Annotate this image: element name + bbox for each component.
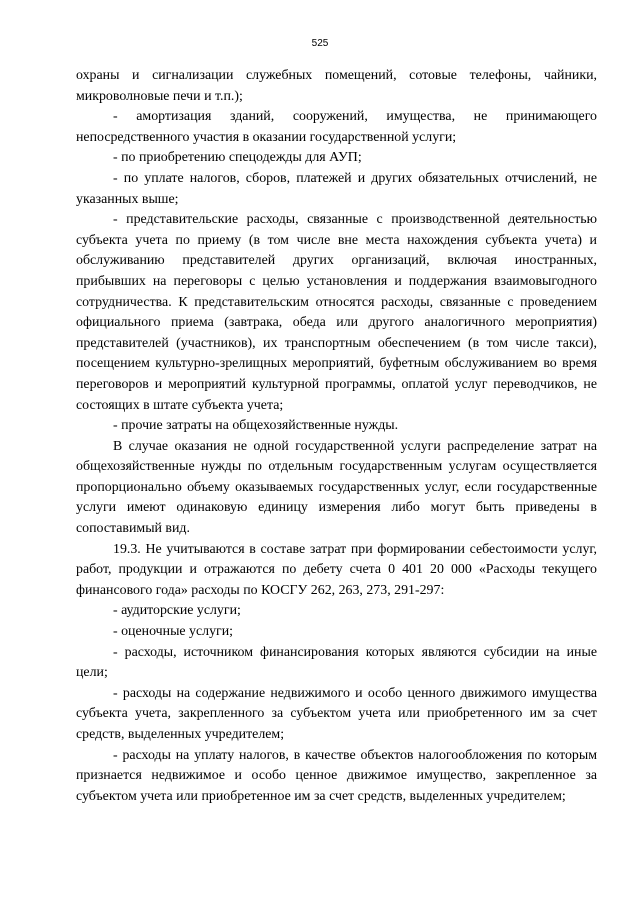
page-number: 525 <box>311 38 329 49</box>
list-item-audit-services: - аудиторские услуги; <box>113 603 241 619</box>
list-item-other-expenses: - прочие затраты на общехозяйственные нужды. <box>113 418 399 434</box>
list-item-workwear: - по приобретению спецодежды для АУП; <box>113 150 362 166</box>
paragraph-cost-allocation: В случае оказания не одной государственной услуги распределение затрат на общехозяйственные нужды по отдельным государственным услугам осуществляется пропорционально объему оказываемых государственных услуг, если государственные услуги имеют одинаковую единицу измерения либо могут быть приведены в сопоставимый вид. <box>76 438 597 537</box>
list-item-property-taxes: - расходы на уплату налогов, в качестве объектов налогообложения по которым признается недвижимое и особо ценное движимое имущество, закрепленное за субъектом учета или приобретенное им за счет средств, выделенных учредителем; <box>76 747 597 804</box>
document-body <box>76 66 597 807</box>
list-item-representation-expenses: - представительские расходы, связанные с производственной деятельностью субъекта учета по приему (в том числе вне места нахождения субъекта учета) и обслуживанию представителей других организаций, включая иностранных, прибывших на переговоры с целью установления и поддержания взаимовыгодного сотрудничества. К представительским относятся расходы, связанные с проведением официального приема (завтрака, обеда или другого аналогичного мероприятия) представителей (участников), их транспортным обеспечением (в том числе такси), посещением культурно-зрелищных мероприятий, буфетным обслуживанием во время переговоров и мероприятий культурной программы, оплатой услуг переводчиков, не состоящих в штате субъекта учета; <box>76 212 597 413</box>
paragraph-section-19-3: 19.3. Не учитываются в составе затрат при формировании себестоимости услуг, работ, продукции и отражаются по дебету счета 0 401 20 000 «Расходы текущего финансового года» расходы по КОСГУ 262, 263, 273, 291-297: <box>76 541 597 598</box>
list-item-property-maintenance: - расходы на содержание недвижимого и особо ценного движимого имущества субъекта учета, закрепленного за субъектом учета или приобретенного им за счет средств, выделенных учредителем; <box>76 685 597 742</box>
list-item-depreciation: - амортизация зданий, сооружений, имущества, не принимающего непосредственного участия в оказании государственной услуги; <box>76 109 597 145</box>
list-item-taxes-fees: - по уплате налогов, сборов, платежей и других обязательных отчислений, не указанных выше; <box>76 170 597 207</box>
list-item-subsidy-expenses: - расходы, источником финансирования которых являются субсидии на иные цели; <box>76 644 597 681</box>
list-item-valuation-services: - оценочные услуги; <box>113 624 234 640</box>
paragraph-security-continuation: охраны и сигнализации служебных помещений, сотовые телефоны, чайники, микроволновые печи и т.п.); <box>76 68 597 104</box>
